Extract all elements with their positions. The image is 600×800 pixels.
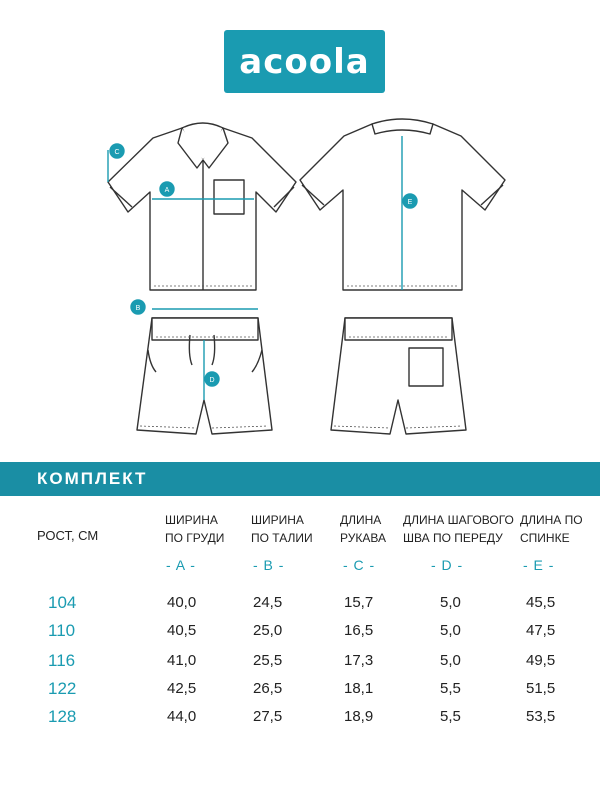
row-size: 116 bbox=[48, 651, 76, 670]
table-cell: 49,5 bbox=[526, 652, 556, 669]
table-cell: 24,5 bbox=[253, 594, 283, 611]
row-header: РОСТ, СМ bbox=[37, 528, 99, 543]
col-header-a: ШИРИНА ПО ГРУДИ bbox=[165, 513, 225, 545]
row-size: 128 bbox=[48, 707, 77, 726]
table-cell: 18,9 bbox=[344, 708, 374, 725]
table-cell: 47,5 bbox=[526, 622, 556, 639]
garment-diagram bbox=[0, 100, 600, 460]
table-cell: 15,7 bbox=[344, 594, 374, 611]
table-cell: 18,1 bbox=[344, 680, 374, 697]
table-cell: 5,5 bbox=[440, 680, 461, 697]
col-header-e: ДЛИНА ПО СПИНКЕ bbox=[520, 513, 583, 545]
col-code-c: - C - bbox=[343, 557, 376, 573]
col-code-e: - E - bbox=[523, 557, 555, 573]
table-cell: 44,0 bbox=[167, 708, 197, 725]
marker-b-label: B bbox=[135, 305, 141, 312]
table-cell: 53,5 bbox=[526, 708, 556, 725]
shorts-back-pocket bbox=[409, 348, 443, 386]
marker-a-label: A bbox=[164, 187, 170, 194]
table-cell: 45,5 bbox=[526, 594, 556, 611]
section-title: КОМПЛЕКТ bbox=[37, 469, 148, 488]
table-cell: 17,3 bbox=[344, 652, 374, 669]
table-cell: 51,5 bbox=[526, 680, 556, 697]
col-code-b: - B - bbox=[253, 557, 285, 573]
col-header-d: ДЛИНА ШАГОВОГО ШВА ПО ПЕРЕДУ bbox=[403, 513, 514, 545]
col-code-a: - A - bbox=[166, 557, 196, 573]
marker-d-label: D bbox=[209, 377, 215, 384]
table-cell: 5,0 bbox=[440, 622, 461, 639]
table-cell: 25,0 bbox=[253, 622, 283, 639]
shirt-front-pocket bbox=[214, 180, 244, 214]
row-size: 104 bbox=[48, 593, 77, 612]
table-cell: 5,5 bbox=[440, 708, 461, 725]
table-cell: 40,5 bbox=[167, 622, 197, 639]
table-cell: 5,0 bbox=[440, 594, 461, 611]
table-cell: 42,5 bbox=[167, 680, 197, 697]
table-cell: 5,0 bbox=[440, 652, 461, 669]
section-banner bbox=[0, 462, 600, 496]
marker-c-label: C bbox=[114, 149, 120, 156]
col-header-b: ШИРИНА ПО ТАЛИИ bbox=[251, 513, 313, 545]
table-cell: 25,5 bbox=[253, 652, 283, 669]
table-cell: 41,0 bbox=[167, 652, 197, 669]
row-size: 110 bbox=[48, 621, 76, 640]
col-code-d: - D - bbox=[431, 557, 464, 573]
marker-e-label: E bbox=[407, 199, 413, 206]
col-header-c: ДЛИНА РУКАВА bbox=[340, 513, 386, 545]
table-cell: 40,0 bbox=[167, 594, 197, 611]
table-cell: 26,5 bbox=[253, 680, 283, 697]
table-cell: 16,5 bbox=[344, 622, 374, 639]
brand-logo bbox=[224, 30, 385, 93]
table-cell: 27,5 bbox=[253, 708, 283, 725]
brand-logo-text: acoola bbox=[239, 41, 370, 82]
row-size: 122 bbox=[48, 679, 77, 698]
